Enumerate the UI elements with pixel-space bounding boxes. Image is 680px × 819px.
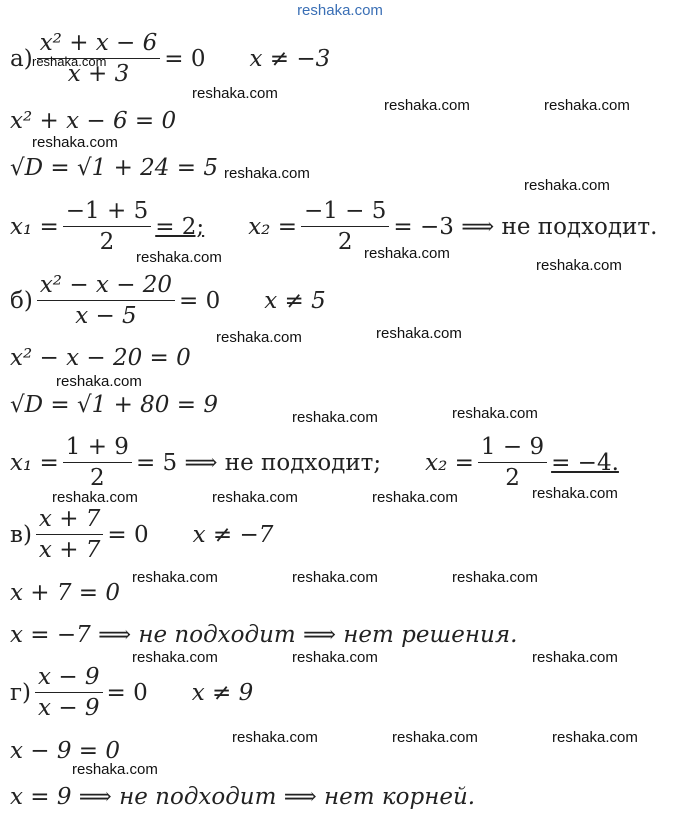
watermark: reshaka.com <box>72 761 158 778</box>
part-v-numerator: x + 7 <box>36 506 104 535</box>
part-a-roots <box>10 198 657 256</box>
watermark: reshaka.com <box>536 257 622 274</box>
part-v-conclusion: x = −7 ⟹ не подходит ⟹ нет решения. <box>10 622 518 648</box>
part-b-fraction <box>37 272 175 330</box>
part-b-equation <box>10 272 326 330</box>
part-b-x2-lhs: x₂ = <box>425 449 474 476</box>
part-b-equals: = 0 <box>179 287 221 314</box>
watermark: reshaka.com <box>552 729 638 746</box>
part-g-denominator: x − 9 <box>38 695 100 722</box>
part-b-numerator: x² − x − 20 <box>37 272 175 301</box>
watermark: reshaka.com <box>232 729 318 746</box>
part-a-x1-result: = 2; <box>155 213 205 240</box>
part-a-x1-fraction <box>63 198 151 256</box>
watermark: reshaka.com <box>372 489 458 506</box>
part-b-x1-result: = 5 ⟹ не подходит; <box>135 449 382 476</box>
watermark: reshaka.com <box>376 325 462 342</box>
watermark: reshaka.com <box>224 165 310 182</box>
watermark: reshaka.com <box>192 85 278 102</box>
watermark: reshaka.com <box>216 329 302 346</box>
watermark: reshaka.com <box>132 649 218 666</box>
part-b-x1-den: 2 <box>90 465 105 492</box>
part-a-x2-den: 2 <box>337 229 353 256</box>
part-a-equals: = 0 <box>164 45 206 72</box>
watermark: reshaka.com <box>56 373 142 390</box>
part-v-equals: = 0 <box>107 521 149 548</box>
part-g-equals: = 0 <box>106 679 148 706</box>
part-a-x2-result: = −3 ⟹ не подходит. <box>393 213 658 240</box>
watermark: reshaka.com <box>292 409 378 426</box>
part-v-condition: x ≠ −7 <box>192 521 274 548</box>
watermark: reshaka.com <box>292 649 378 666</box>
part-b-x2-den: 2 <box>505 465 520 492</box>
part-a-denominator: x + 3 <box>67 61 130 88</box>
part-g-equation <box>10 664 253 722</box>
part-a-x1-num: −1 + 5 <box>63 198 151 227</box>
part-g-condition: x ≠ 9 <box>191 679 254 706</box>
part-v-denominator: x + 7 <box>38 537 101 564</box>
part-a-numerator: x² + x − 6 <box>37 30 161 59</box>
part-a-x1-lhs: x₁ = <box>10 213 59 240</box>
part-v-equation <box>10 506 273 564</box>
part-a-x1-den: 2 <box>99 229 115 256</box>
watermark: reshaka.com <box>392 729 478 746</box>
part-b-x2-num: 1 − 9 <box>478 434 547 463</box>
part-b-condition: x ≠ 5 <box>264 287 326 314</box>
part-v-label: в) <box>10 521 32 548</box>
site-header[interactable]: reshaka.com <box>297 2 383 19</box>
part-a-discriminant: √D = √1 + 24 = 5 <box>10 155 218 181</box>
watermark: reshaka.com <box>384 97 470 114</box>
part-a-label: а) <box>10 45 33 72</box>
watermark: reshaka.com <box>532 485 618 502</box>
watermark: reshaka.com <box>52 489 138 506</box>
part-a-line2: x² + x − 6 = 0 <box>10 108 177 134</box>
part-b-x1-fraction <box>63 434 132 492</box>
watermark: reshaka.com <box>524 177 610 194</box>
part-b-x2-result: = −4. <box>551 449 619 476</box>
watermark: reshaka.com <box>544 97 630 114</box>
watermark: reshaka.com <box>32 54 107 69</box>
part-a-condition: x ≠ −3 <box>249 45 331 72</box>
part-b-denominator: x − 5 <box>75 303 137 330</box>
part-g-conclusion: x = 9 ⟹ не подходит ⟹ нет корней. <box>10 784 476 810</box>
part-b-x1-lhs: x₁ = <box>10 449 59 476</box>
watermark: reshaka.com <box>212 489 298 506</box>
part-b-x1-num: 1 + 9 <box>63 434 132 463</box>
part-v-line2: x + 7 = 0 <box>10 580 121 606</box>
part-b-label: б) <box>10 287 33 314</box>
part-b-x2-fraction <box>478 434 547 492</box>
part-g-numerator: x − 9 <box>35 664 103 693</box>
part-b-discriminant: √D = √1 + 80 = 9 <box>10 392 218 418</box>
watermark: reshaka.com <box>32 134 118 151</box>
watermark: reshaka.com <box>136 249 222 266</box>
part-v-fraction <box>36 506 104 564</box>
part-b-roots <box>10 434 619 492</box>
watermark: reshaka.com <box>452 405 538 422</box>
part-b-line2: x² − x − 20 = 0 <box>10 345 191 371</box>
watermark: reshaka.com <box>452 569 538 586</box>
watermark: reshaka.com <box>132 569 218 586</box>
watermark: reshaka.com <box>532 649 618 666</box>
part-a-x2-lhs: x₂ = <box>248 213 297 240</box>
part-a-x2-num: −1 − 5 <box>301 198 389 227</box>
watermark: reshaka.com <box>364 245 450 262</box>
part-g-line2: x − 9 = 0 <box>10 738 121 764</box>
part-g-fraction <box>35 664 103 722</box>
part-g-label: г) <box>10 679 32 706</box>
watermark: reshaka.com <box>292 569 378 586</box>
